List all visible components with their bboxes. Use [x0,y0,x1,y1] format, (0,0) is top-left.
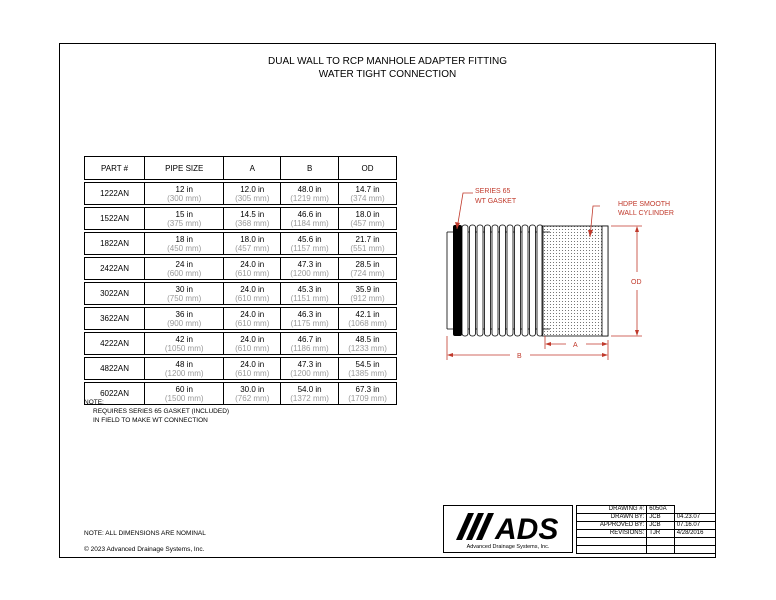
pipe-corrugation [485,225,491,336]
pipe-size-cell-metric: (1050 mm) [164,343,204,353]
pipe-corrugation [500,225,506,336]
od-cell-value: 67.3 in [355,384,380,394]
part-cell-value: 6022AN [100,389,129,398]
b-cell-value: 45.6 in [297,234,322,244]
a-cell-metric: (610 mm) [235,368,270,378]
b-cell-value: 46.6 in [297,209,322,219]
a-cell-value: 24.0 in [240,359,265,369]
ads-logo-mark [444,506,572,544]
od-cell-value: 21.7 in [355,234,380,244]
dimension-od-label: OD [631,279,642,286]
od-cell-metric: (1709 mm) [348,393,387,403]
b-cell-value: 47.3 in [297,359,322,369]
od-cell-value: 54.5 in [355,359,380,369]
b-cell-value: 46.3 in [297,309,322,319]
od-cell-metric: (1233 mm) [348,343,387,353]
note-line-1: REQUIRES SERIES 65 GASKET (INCLUDED) [93,408,230,415]
title-line-1: DUAL WALL TO RCP MANHOLE ADAPTER FITTING [268,56,507,67]
od-cell-metric: (1385 mm) [348,368,387,378]
gasket-label-2: WT GASKET [475,198,517,205]
pipe-size-cell-value: 30 in [175,284,193,294]
title-block-row [577,514,716,522]
note-line-2: IN FIELD TO MAKE WT CONNECTION [93,417,208,424]
installation-note [84,398,229,425]
od-cell-metric: (551 mm) [350,243,385,253]
logo-brand-text: ADS [495,513,559,544]
od-cell-metric: (724 mm) [350,268,385,278]
gasket-shape [453,225,462,336]
pipe-size-cell-value: 15 in [175,209,193,219]
logo-tagline: Advanced Drainage Systems, Inc. [466,544,550,550]
header-b: B [281,157,339,180]
part-cell-value: 1222AN [100,189,129,198]
pipe-size-cell-metric: (300 mm) [167,193,202,203]
drawing-number-value: 6050A [647,506,674,514]
title-block [576,505,716,554]
part-cell-value: 1522AN [100,214,129,223]
pipe-size-cell-metric: (900 mm) [167,318,202,328]
a-cell-value: 30.0 in [240,384,265,394]
pipe-size-cell-metric: (1200 mm) [164,368,204,378]
pipe-corrugation [462,225,468,336]
od-cell-metric: (457 mm) [350,218,385,228]
a-cell-value: 24.0 in [240,284,265,294]
a-cell-value: 18.0 in [240,234,265,244]
copyright-text: © 2023 Advanced Drainage Systems, Inc. [84,546,205,553]
drawing-number-label: DRAWING #: [577,506,647,514]
b-cell-metric: (1151 mm) [290,293,329,303]
a-cell-metric: (610 mm) [235,318,270,328]
od-arrow-top [635,226,639,232]
a-cell-metric: (368 mm) [235,218,270,228]
a-cell-metric: (762 mm) [235,393,270,403]
pipe-size-cell-value: 12 in [175,184,193,194]
a-cell-value: 24.0 in [240,334,265,344]
pipe-size-cell-value: 48 in [175,359,193,369]
drawn-by-value: JCB [647,514,674,522]
od-cell-value: 18.0 in [355,209,380,219]
part-cell-value: 3022AN [100,289,129,298]
drawn-date: 04.23.07 [674,514,715,522]
gasket-label-1: SERIES 65 [475,188,511,195]
approved-date: 07.16.07 [674,522,715,530]
note-heading: NOTE: [84,399,104,406]
b-cell-metric: (1200 mm) [290,368,329,378]
b-cell-value: 54.0 in [297,384,322,394]
pipe-corrugation [507,225,513,336]
title-block-row [577,506,716,514]
pipe-size-cell-metric: (750 mm) [167,293,202,303]
b-cell-value: 48.0 in [297,184,322,194]
a-cell-value: 24.0 in [240,309,265,319]
od-cell-value: 35.9 in [355,284,380,294]
b-cell-metric: (1157 mm) [290,243,329,253]
od-cell-value: 48.5 in [355,334,380,344]
b-cell-metric: (1200 mm) [290,268,329,278]
od-cell-value: 42.1 in [355,309,380,319]
pipe-corrugation [515,225,521,336]
a-cell-value: 24.0 in [240,259,265,269]
a-cell-metric: (305 mm) [235,193,270,203]
header-part: PART # [85,157,145,180]
pipe-corrugation [492,225,498,336]
a-cell-metric: (610 mm) [235,343,270,353]
revisions-value: TJR [647,530,674,538]
od-cell-value: 14.7 in [355,184,380,194]
pipe-corrugation [522,225,528,336]
pipe-size-cell-metric: (600 mm) [167,268,202,278]
cylinder-label-1: HDPE SMOOTH [618,201,671,208]
b-arrow-right [602,353,608,357]
nominal-dimensions-note: NOTE: ALL DIMENSIONS ARE NOMINAL [84,530,206,537]
b-cell-metric: (1186 mm) [290,343,329,353]
header-od: OD [339,157,397,180]
header-a: A [224,157,281,180]
od-cell-value: 28.5 in [355,259,380,269]
revisions-date: 4/28/2016 [674,530,715,538]
pipe-size-cell-metric: (375 mm) [167,218,202,228]
a-cell-value: 14.5 in [240,209,265,219]
b-cell-value: 45.3 in [297,284,322,294]
dimension-b-label: B [517,353,522,360]
a-arrow-left [545,342,551,346]
title-block-row [577,530,716,538]
b-cell-metric: (1175 mm) [290,318,329,328]
header-pipe-size: PIPE SIZE [145,157,224,180]
od-arrow-bottom [635,330,639,336]
pipe-size-cell-value: 42 in [175,334,193,344]
b-cell-metric: (1372 mm) [290,393,329,403]
drawn-by-label: DRAWN BY: [577,514,647,522]
approved-by-value: JCB [647,522,674,530]
part-cell-value: 4822AN [100,364,129,373]
pipe-size-cell-value: 36 in [175,309,193,319]
approved-by-label: APPROVED BY: [577,522,647,530]
part-cell-value: 3622AN [100,314,129,323]
a-cell-metric: (457 mm) [235,243,270,253]
pipe-size-cell-value: 18 in [175,234,193,244]
cylinder-label-2: WALL CYLINDER [618,210,674,217]
title-block-row [577,522,716,530]
b-cell-metric: (1184 mm) [290,218,329,228]
b-cell-metric: (1219 mm) [290,193,329,203]
hdpe-cylinder-shape [542,226,608,336]
a-cell-metric: (610 mm) [235,268,270,278]
pipe-size-cell-metric: (450 mm) [167,243,202,253]
b-cell-value: 46.7 in [297,334,322,344]
pipe-size-cell-value: 24 in [175,259,193,269]
revisions-label: REVISIONS: [577,530,647,538]
pipe-size-cell-value: 60 in [175,384,193,394]
part-cell-value: 4222AN [100,339,129,348]
ads-logo [443,505,573,553]
part-cell-value: 1822AN [100,239,129,248]
od-cell-metric: (1068 mm) [348,318,387,328]
title-line-2: WATER TIGHT CONNECTION [318,69,457,80]
od-cell-metric: (374 mm) [350,193,385,203]
dimension-a-label: A [573,342,578,349]
b-arrow-left [447,353,453,357]
a-cell-metric: (610 mm) [235,293,270,303]
b-cell-value: 47.3 in [297,259,322,269]
corrugated-pipe-body [462,225,543,336]
a-cell-value: 12.0 in [240,184,265,194]
pipe-corrugation [470,225,476,336]
pipe-size-cell-metric: (1500 mm) [164,393,204,403]
pipe-corrugation [477,225,483,336]
a-arrow-right [602,342,608,346]
od-cell-metric: (912 mm) [350,293,385,303]
pipe-corrugation [530,225,536,336]
part-cell-value: 2422AN [100,264,129,273]
